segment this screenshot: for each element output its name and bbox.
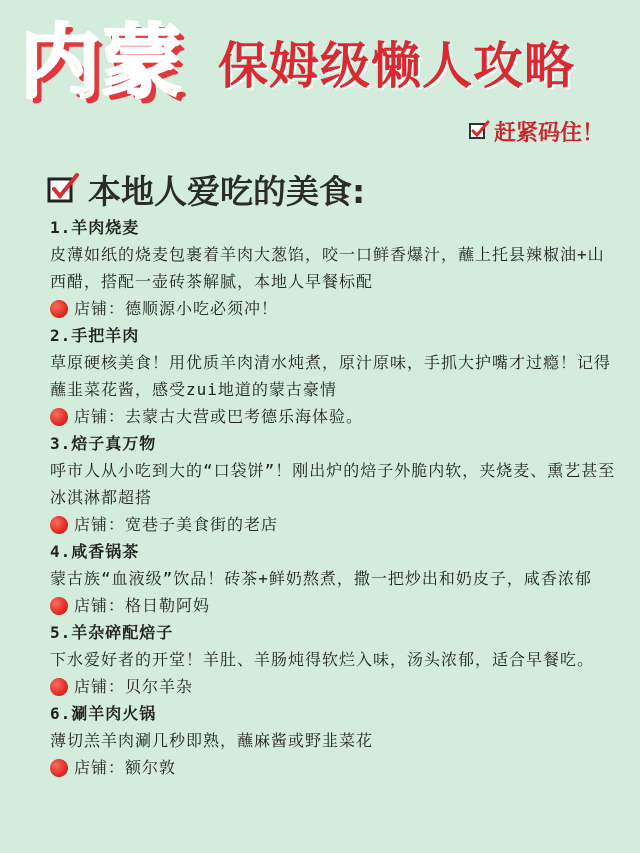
- shop-line: [50, 754, 620, 781]
- red-circle-icon: [50, 678, 68, 696]
- item-title: 1.羊肉烧麦: [50, 218, 140, 237]
- shop-text: 店铺：额尔敦: [74, 758, 177, 777]
- item-title: 5.羊杂碎配焙子: [50, 623, 174, 642]
- save-note: [468, 116, 604, 147]
- shop-line: [50, 295, 620, 322]
- item-description: 薄切羔羊肉涮几秒即熟，蘸麻酱或野韭菜花: [50, 731, 374, 750]
- item-title: 3.焙子真万物: [50, 434, 157, 453]
- red-circle-icon: [50, 300, 68, 318]
- region-badge: 内蒙: [20, 16, 184, 109]
- item-title: 4.咸香锅茶: [50, 542, 140, 561]
- item-description: 呼市人从小吃到大的“口袋饼”！刚出炉的焙子外脆内软，夹烧麦、熏艺甚至冰淇淋都超搭: [50, 461, 616, 507]
- shop-line: [50, 673, 620, 700]
- food-list: [50, 214, 620, 781]
- shop-text: 店铺：格日勒阿妈: [74, 596, 211, 615]
- red-circle-icon: [50, 408, 68, 426]
- shop-line: [50, 403, 620, 430]
- item-description: 蒙古族“血液级”饮品！砖茶+鲜奶熬煮，撒一把炒出和奶皮子，咸香浓郁: [50, 569, 592, 588]
- checkbox-check-icon: [46, 171, 80, 209]
- shop-text: 店铺：宽巷子美食街的老店: [74, 515, 279, 534]
- main-title: 保姆级懒人攻略: [218, 37, 575, 95]
- item-description: 下水爱好者的开堂！羊肚、羊肠炖得软烂入味，汤头浓郁，适合早餐吃。: [50, 650, 595, 669]
- checkbox-check-icon: [468, 119, 490, 145]
- list-item: [50, 430, 620, 538]
- item-title: 6.涮羊肉火锅: [50, 704, 157, 723]
- list-item: [50, 214, 620, 322]
- item-description: 草原硬核美食！用优质羊肉清水炖煮，原汁原味，手抓大护嘴才过瘾！记得蘸韭菜花酱，感受zui地道的蒙古豪情: [50, 353, 612, 399]
- shop-text: 店铺：德顺源小吃必须冲！: [74, 299, 279, 318]
- item-description: 皮薄如纸的烧麦包裹着羊肉大葱馅，咬一口鲜香爆汁，蘸上托县辣椒油+山西醋，搭配一壶砖茶解腻，本地人早餐标配: [50, 245, 605, 291]
- list-item: [50, 322, 620, 430]
- shop-line: [50, 511, 620, 538]
- shop-text: 店铺：去蒙古大营或巴考德乐海体验。: [74, 407, 364, 426]
- shop-text: 店铺：贝尔羊杂: [74, 677, 194, 696]
- red-circle-icon: [50, 759, 68, 777]
- section-heading: [46, 166, 365, 213]
- list-item: [50, 538, 620, 619]
- list-item: [50, 619, 620, 700]
- section-heading-text: 本地人爱吃的美食:: [88, 172, 366, 211]
- shop-line: [50, 592, 620, 619]
- list-item: [50, 700, 620, 781]
- item-title: 2.手把羊肉: [50, 326, 140, 345]
- header: [0, 0, 640, 160]
- save-note-text: 赶紧码住！: [493, 121, 604, 146]
- red-circle-icon: [50, 597, 68, 615]
- red-circle-icon: [50, 516, 68, 534]
